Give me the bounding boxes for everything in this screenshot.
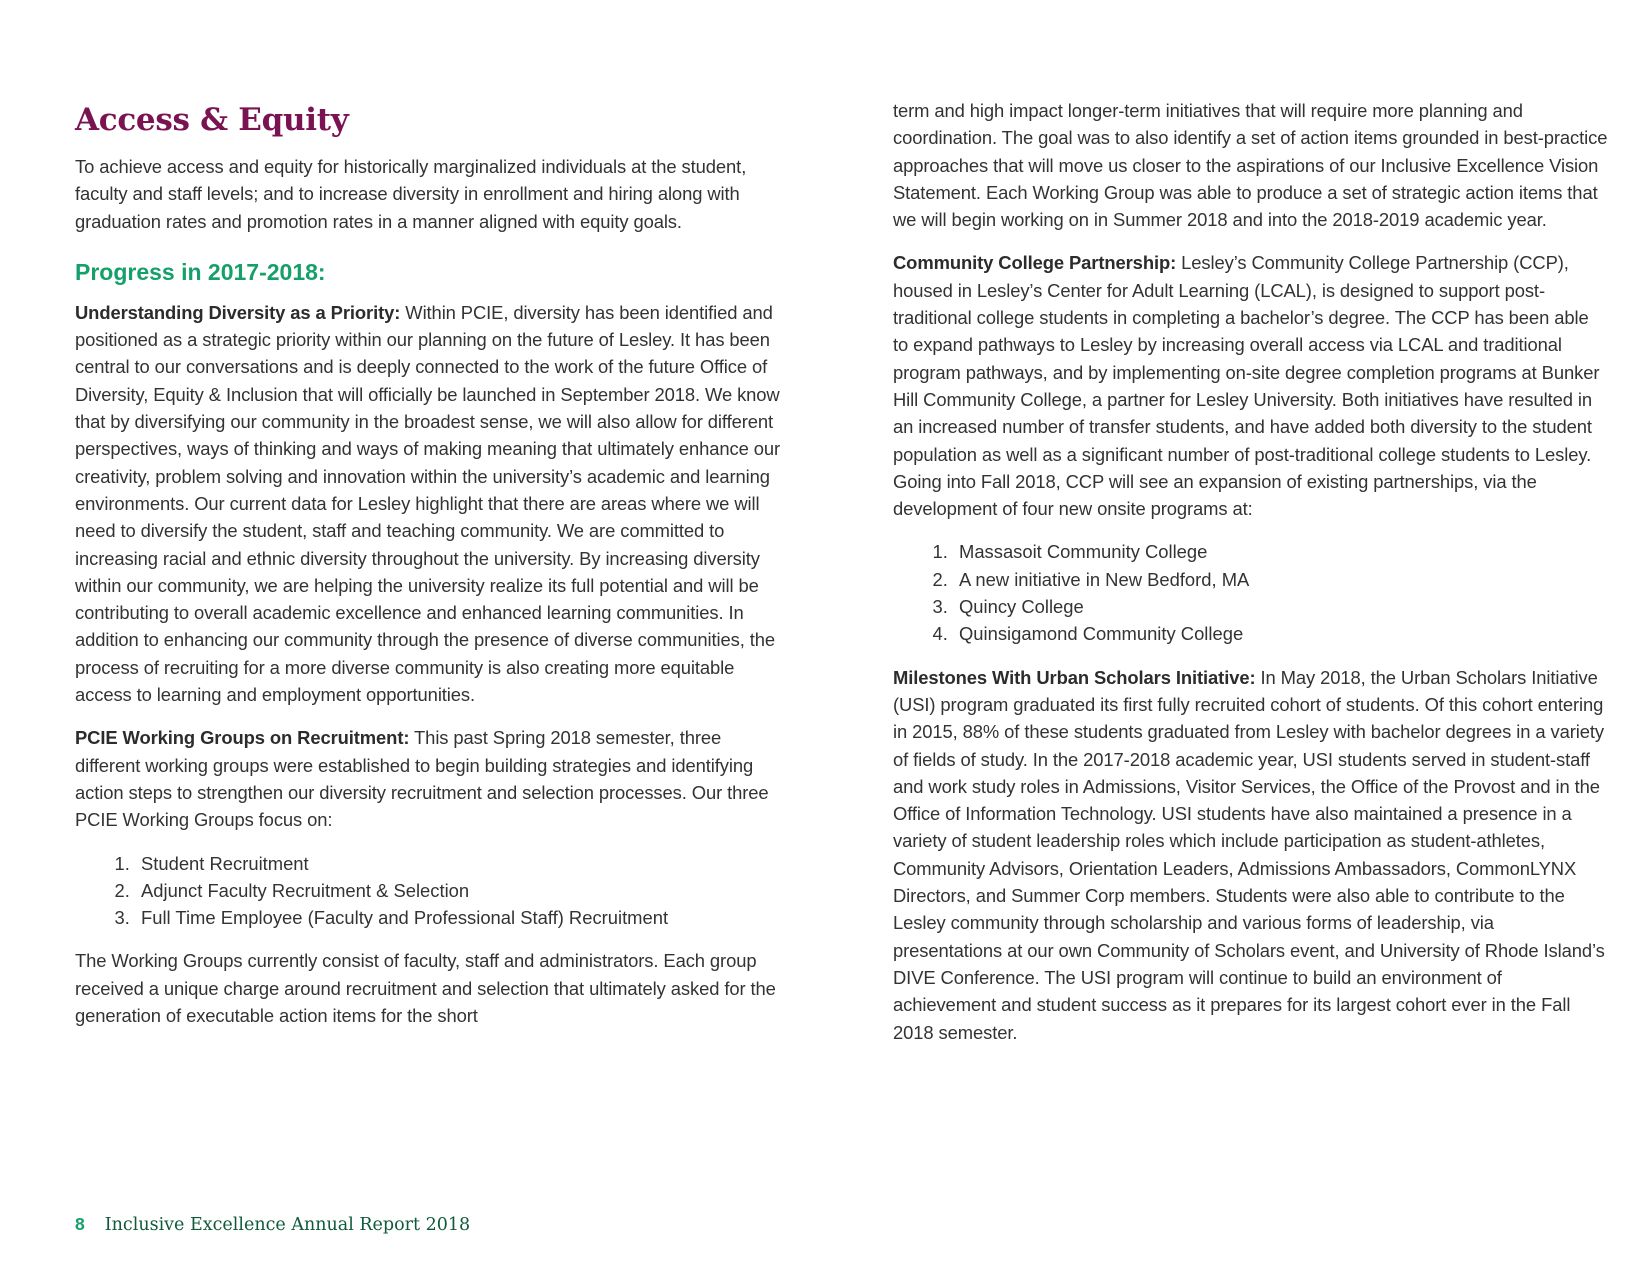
page-title: Access & Equity bbox=[75, 102, 349, 138]
working-groups-lead: PCIE Working Groups on Recruitment: bbox=[75, 727, 410, 749]
list-item: 4. Quinsigamond Community College bbox=[953, 620, 1608, 647]
working-groups-composition-paragraph: The Working Groups currently consist of faculty, staff and administrators. Each group received a unique charge around recruitment and selection that ultimately asked for the generation of executable action items for the short bbox=[75, 950, 776, 1027]
community-college-body: Lesley’s Community College Partnership (CCP), housed in Lesley’s Center for Adult Learning (LCAL), is designed to support post-traditional college students in completing a bachelor’s degree. The CCP has been able to expand pathways to Lesley by increasing overall access via LCAL and traditional program pathways, and by implementing on-site degree completion programs at Bunker Hill Community College, a partner for Lesley University. Both initiatives have resulted in an increased number of transfer students, and have added both diversity to the student population as well as a significant number of post-traditional college students to Lesley. Going into Fall 2018, CCP will see an expansion of existing partnerships, via the development of four new onsite programs at: bbox=[893, 252, 1600, 520]
list-item: 1. Massasoit Community College bbox=[953, 538, 1608, 565]
urban-scholars-paragraph bbox=[893, 664, 1608, 1046]
urban-scholars-body: In May 2018, the Urban Scholars Initiative (USI) program graduated its first fully recruited cohort of students. Of this cohort entering in 2015, 88% of these students graduated from Lesley with bachelor degrees in a variety of fields of study. In the 2017-2018 academic year, USI students served in student-staff and work study roles in Admissions, Visitor Services, the Office of the Provost and in the Office of Information Technology. USI students have also maintained a presence in a variety of student leadership roles which include participation as student-athletes, Community Advisors, Orientation Leaders, Admissions Ambassadors, CommonLYNX Directors, and Summer Corp members. Students were also able to contribute to the Lesley community through scholarship and various forms of leadership, via presentations at our own Community of Scholars event, and University of Rhode Island’s DIVE Conference. The USI program will continue to build an environment of achievement and student success as it prepares for its largest cohort ever in the Fall 2018 semester. bbox=[893, 666, 1605, 1043]
right-column bbox=[893, 97, 1608, 1062]
diversity-priority-paragraph bbox=[75, 299, 790, 708]
diversity-priority-body: Within PCIE, diversity has been identified and positioned as a strategic priority within our planning on the future of Lesley. It has been central to our conversations and is deeply connected to the work of the future Office of Diversity, Equity & Inclusion that will officially be launched in September 2018. We know that by diversifying our community in the broadest sense, we will also allow for different perspectives, ways of thinking and ways of making meaning that ultimately enhance our creativity, problem solving and innovation within the university’s academic and learning environments. Our current data for Lesley highlight that there are areas where we will need to diversify the student, staff and teaching community. We are committed to increasing racial and ethnic diversity throughout the university. By increasing diversity within our community, we are helping the university realize its full potential and will be contributing to overall academic excellence and enhanced learning communities. In addition to enhancing our community through the presence of diverse communities, the process of recruiting for a more diverse community is also creating more equitable access to learning and employment opportunities. bbox=[75, 301, 781, 706]
diversity-priority-lead: Understanding Diversity as a Priority: bbox=[75, 301, 401, 323]
working-groups-body: This past Spring 2018 semester, three different working groups were established to begin building strategies and identifying action steps to strengthen our diversity recruitment and selection processes. Our three PCIE Working Groups focus on: bbox=[75, 727, 769, 831]
progress-heading: Progress in 2017-2018: bbox=[75, 258, 326, 285]
continued-paragraph: term and high impact longer-term initiatives that will require more planning and coordination. The goal was to also identify a set of action items grounded in best-practice approaches that will move us closer to the aspirations of our Inclusive Excellence Vision Statement. Each Working Group was able to produce a set of strategic action items that we will begin working on in Summer 2018 and into the 2018-2019 academic year. bbox=[893, 100, 1608, 231]
list-item: 3. Full Time Employee (Faculty and Professional Staff) Recruitment bbox=[135, 904, 790, 931]
working-groups-list bbox=[75, 850, 790, 932]
urban-scholars-lead: Milestones With Urban Scholars Initiative: bbox=[893, 666, 1256, 688]
list-item: 1. Student Recruitment bbox=[135, 850, 790, 877]
intro-paragraph: To achieve access and equity for historically marginalized individuals at the student, faculty and staff levels; and to increase diversity in enrollment and hiring along with graduation rates and promotion rates in a manner aligned with equity goals. bbox=[75, 156, 747, 232]
list-item: 2. Adjunct Faculty Recruitment & Selection bbox=[135, 877, 790, 904]
onsite-programs-list bbox=[893, 538, 1608, 647]
list-item: 2. A new initiative in New Bedford, MA bbox=[953, 566, 1608, 593]
report-title: Inclusive Excellence Annual Report 2018 bbox=[104, 1215, 471, 1235]
community-college-paragraph bbox=[893, 249, 1608, 522]
working-groups-paragraph bbox=[75, 724, 790, 833]
left-column bbox=[75, 97, 790, 1045]
community-college-lead: Community College Partnership: bbox=[893, 252, 1177, 274]
page-footer bbox=[75, 1212, 470, 1237]
page-number: 8 bbox=[75, 1214, 85, 1234]
list-item: 3. Quincy College bbox=[953, 593, 1608, 620]
